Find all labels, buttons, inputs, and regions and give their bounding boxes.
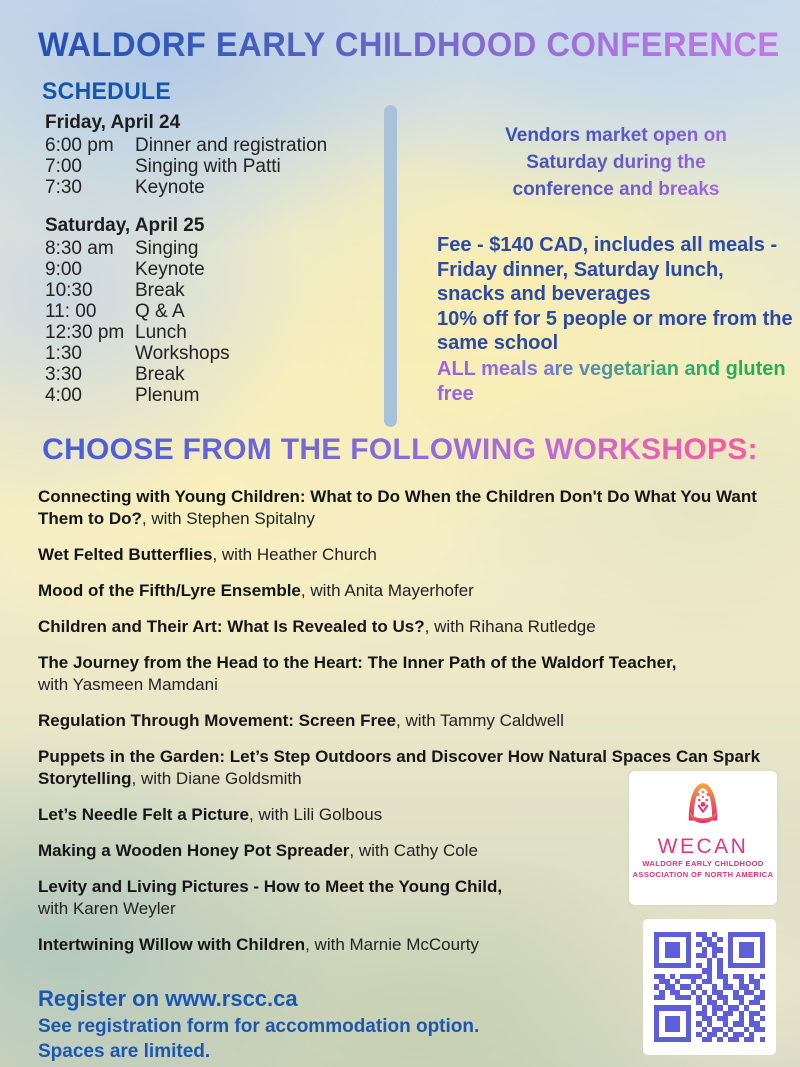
wecan-subtitle-line1: WALDORF EARLY CHILDHOOD: [642, 859, 764, 868]
workshop-presenter: , with Cathy Cole: [349, 841, 478, 860]
workshop-title: Children and Their Art: What Is Revealed to Us?: [38, 617, 425, 636]
schedule-row: [45, 238, 385, 259]
fee-info: [437, 233, 795, 356]
workshop-title: Intertwining Willow with Children: [38, 935, 306, 954]
schedule-event: Singing: [135, 238, 199, 259]
schedule-heading: SCHEDULE: [42, 78, 172, 105]
workshop-presenter: , with Anita Mayerhofer: [300, 581, 474, 600]
registration-info: [38, 986, 479, 1064]
workshop-presenter: , with Lili Golbous: [249, 805, 383, 824]
workshop-presenter: , with Marnie McCourty: [305, 935, 479, 954]
workshop-item: [38, 486, 786, 530]
schedule-row: [45, 259, 385, 280]
schedule-saturday: [45, 215, 385, 406]
schedule-event: Dinner and registration: [135, 135, 328, 156]
schedule-friday: [45, 112, 385, 198]
vertical-divider: [384, 105, 397, 427]
schedule-day-header: Saturday, April 25: [45, 215, 205, 236]
schedule-row: [45, 156, 385, 177]
schedule-day-header: Friday, April 24: [45, 112, 181, 133]
wecan-child-icon: [672, 777, 734, 833]
schedule-event: Break: [135, 364, 185, 385]
workshop-item: [38, 544, 786, 566]
schedule-event: Q & A: [135, 301, 185, 322]
schedule-time: 1:30: [45, 343, 82, 364]
schedule-event: Plenum: [135, 385, 200, 406]
workshop-presenter: , with Tammy Caldwell: [396, 711, 564, 730]
schedule-row: [45, 322, 385, 343]
spaces-note: Spaces are limited.: [38, 1041, 211, 1062]
workshop-item: [38, 652, 786, 696]
schedule-event: Workshops: [135, 343, 230, 364]
schedule-time: 8:30 am: [45, 238, 114, 259]
schedule-event: Lunch: [135, 322, 187, 343]
vendors-note: Vendors market open on Saturday during the conference and breaks: [488, 122, 744, 203]
workshop-presenter: with Karen Weyler: [38, 899, 176, 918]
workshop-presenter: , with Heather Church: [212, 545, 377, 564]
schedule-time: 9:00: [45, 259, 82, 280]
schedule-time: 3:30: [45, 364, 82, 385]
workshop-title: Let’s Needle Felt a Picture: [38, 805, 249, 824]
qr-code: [654, 932, 765, 1043]
schedule-event: Keynote: [135, 177, 205, 198]
workshop-presenter: , with Rihana Rutledge: [424, 617, 596, 636]
schedule-time: 7:30: [45, 177, 82, 198]
wecan-logo: [629, 771, 777, 905]
schedule-time: 7:00: [45, 156, 82, 177]
workshop-item: [38, 710, 786, 732]
workshop-title: Mood of the Fifth/Lyre Ensemble: [38, 581, 301, 600]
workshop-title: Puppets in the Garden: Let’s Step Outdoors and Discover How Natural Spaces Can Spark Storytelling: [38, 747, 761, 788]
poster-title: WALDORF EARLY CHILDHOOD CONFERENCE: [38, 26, 780, 64]
workshop-item: [38, 616, 786, 638]
register-url: Register on www.rscc.ca: [38, 986, 298, 1011]
workshop-title: Regulation Through Movement: Screen Free: [38, 711, 396, 730]
schedule-row: [45, 280, 385, 301]
meals-note: ALL meals are vegetarian and gluten free: [437, 357, 795, 406]
schedule-row: [45, 301, 385, 322]
schedule-row: [45, 343, 385, 364]
workshop-title: Making a Wooden Honey Pot Spreader: [38, 841, 350, 860]
schedule-time: 12:30 pm: [45, 322, 125, 343]
workshop-title: The Journey from the Head to the Heart: The Inner Path of the Waldorf Teacher,: [38, 653, 677, 672]
schedule-row: [45, 177, 385, 198]
schedule-row: [45, 364, 385, 385]
fee-line: Fee - $140 CAD, includes all meals - Friday dinner, Saturday lunch, snacks and beverages: [437, 234, 778, 305]
fee-discount-line: 10% off for 5 people or more from the same school: [437, 307, 793, 354]
schedule-time: 6:00 pm: [45, 135, 114, 156]
workshop-presenter: , with Diane Goldsmith: [131, 769, 302, 788]
workshop-title: Levity and Living Pictures - How to Meet the Young Child,: [38, 877, 503, 896]
schedule-time: 11: 00: [45, 301, 97, 322]
workshop-presenter: with Yasmeen Mamdani: [38, 675, 218, 694]
schedule-event: Singing with Patti: [135, 156, 281, 177]
qr-code-box: [643, 919, 776, 1055]
wecan-subtitle-line2: ASSOCIATION OF NORTH AMERICA: [632, 870, 774, 879]
workshops-heading: CHOOSE FROM THE FOLLOWING WORKSHOPS:: [0, 433, 800, 467]
schedule-event: Keynote: [135, 259, 205, 280]
workshop-presenter: , with Stephen Spitalny: [141, 509, 315, 528]
schedule-time: 4:00: [45, 385, 82, 406]
wecan-wordmark: WECAN: [657, 835, 749, 858]
workshop-title: Connecting with Young Children: What to Do When the Children Don't Do What You Want Them to Do?: [38, 487, 757, 528]
registration-note: See registration form for accommodation option.: [38, 1016, 480, 1037]
workshop-item: [38, 580, 786, 602]
schedule-row: [45, 135, 385, 156]
schedule-row: [45, 385, 385, 406]
workshop-title: Wet Felted Butterflies: [38, 545, 213, 564]
schedule-event: Break: [135, 280, 185, 301]
schedule-time: 10:30: [45, 280, 93, 301]
